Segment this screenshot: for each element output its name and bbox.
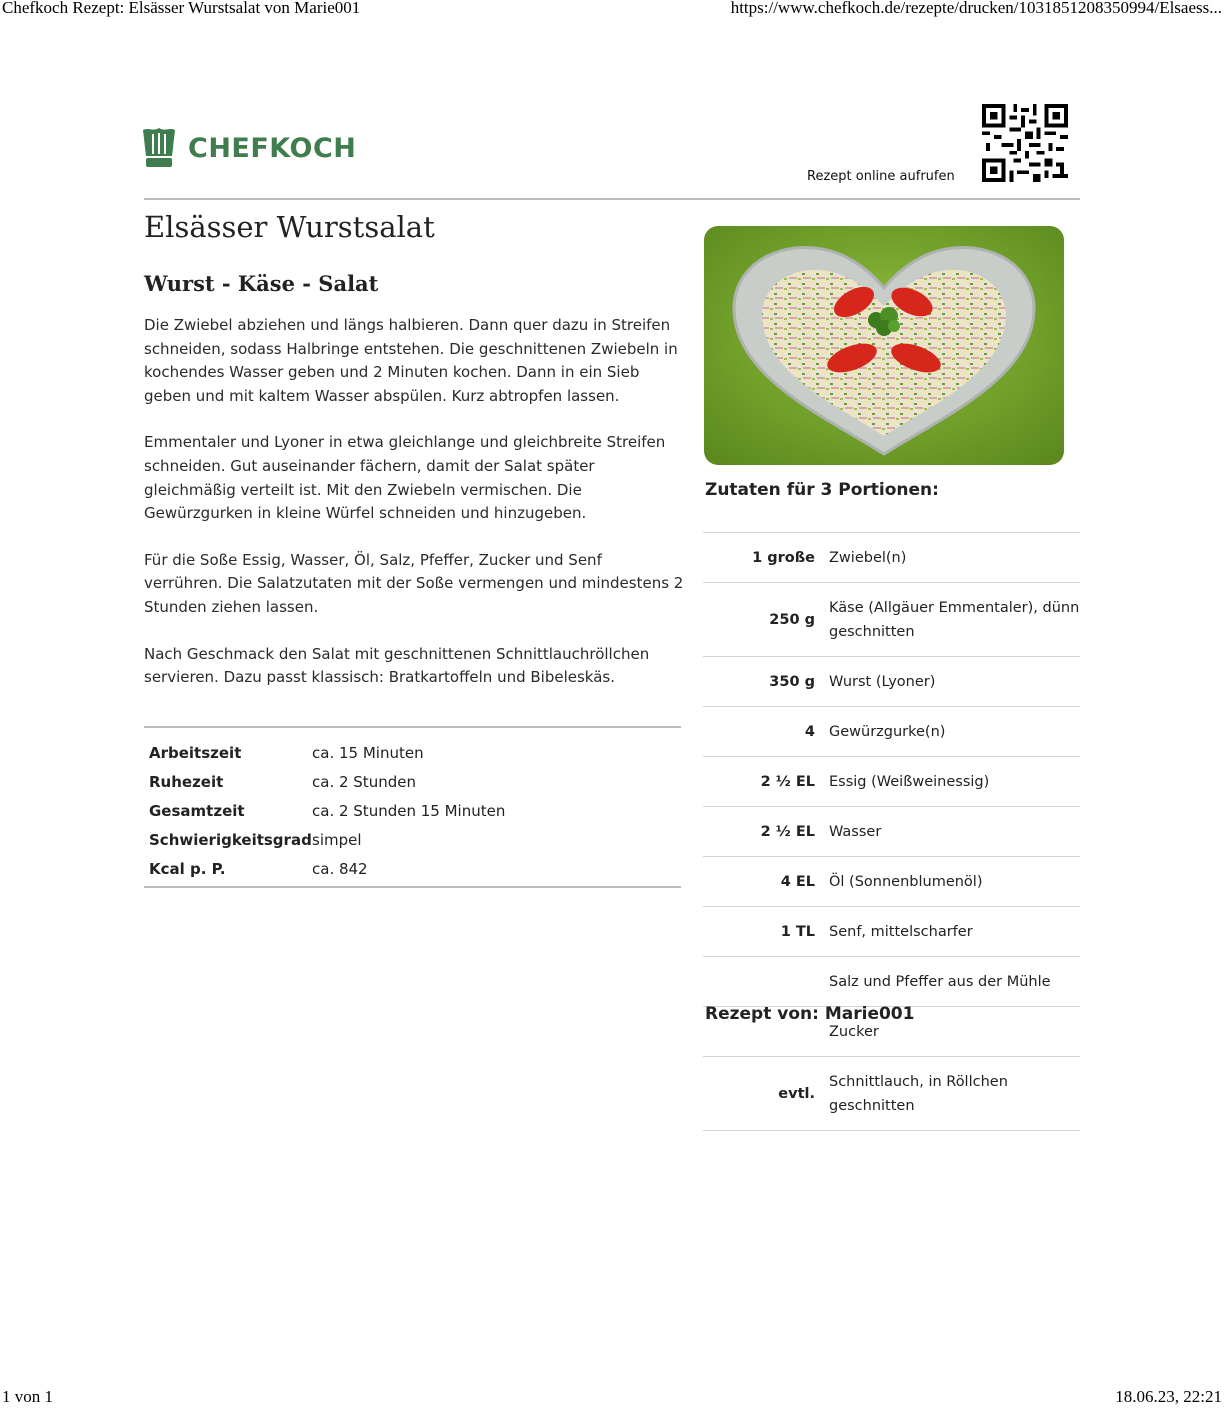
meta-divider-top [144, 726, 681, 728]
instruction-step: Nach Geschmack den Salat mit geschnittenen Schnittlauchröllchen servieren. Dazu passt klassisch: Bratkartoffeln und Bibeleskäs. [144, 644, 650, 687]
meta-value: ca. 15 Minuten [312, 744, 424, 763]
instruction-step: Emmentaler und Lyoner in etwa gleichlange und gleichbreite Streifen schneiden. Gut auseinander fächern, damit der Salat später gleichmäßig verteilt ist. Mit den Zwiebeln vermischen. Die Gewürzgurken in kleine Würfel schneiden und hinzugeben. [144, 433, 666, 523]
ingredient-row [703, 857, 1080, 907]
instruction-step: Für die Soße Essig, Wasser, Öl, Salz, Pfeffer, Zucker und Senf verrühren. Die Salatzutaten mit der Soße vermengen und mindestens 2 Stunden ziehen lassen. [144, 550, 684, 616]
ingredient-name: Käse (Allgäuer Emmentaler), dünn geschnitten [829, 599, 1080, 640]
meta-label: Arbeitszeit [149, 744, 242, 763]
instruction-step: Die Zwiebel abziehen und längs halbieren. Dann quer dazu in Streifen schneiden, sodass Halbringe entstehen. Die geschnittenen Zwiebeln in kochendes Wasser geben und 2 Minuten kochen. Dann in ein Sieb geben und mit kaltem Wasser abspülen. Kurz abtropfen lassen. [144, 316, 678, 405]
ingredient-name: Wurst (Lyoner) [829, 673, 936, 690]
ingredient-amount: 1 große [752, 549, 815, 566]
ingredient-row [703, 583, 1080, 657]
ingredient-row [703, 757, 1080, 807]
ingredient-name: Gewürzgurke(n) [829, 723, 946, 740]
print-footer [0, 1387, 1224, 1409]
meta-label: Schwierigkeitsgrad [149, 830, 312, 849]
ingredient-row [703, 957, 1080, 1007]
meta-value: ca. 842 [312, 859, 368, 878]
qr-code[interactable] [981, 104, 1069, 182]
ingredients-table [703, 532, 1080, 1131]
instructions [144, 314, 684, 713]
meta-row [149, 825, 505, 854]
recipe-title: Elsässer Wurstsalat [144, 210, 435, 244]
meta-row [149, 739, 505, 768]
meta-label: Kcal p. P. [149, 859, 226, 878]
ingredient-name: Zwiebel(n) [829, 549, 907, 566]
recipe-subtitle: Wurst - Käse - Salat [144, 271, 379, 296]
ingredient-amount [703, 957, 829, 1007]
meta-row [149, 768, 505, 797]
brand-logo [140, 126, 356, 170]
ingredient-row [703, 1057, 1080, 1131]
meta-row [149, 797, 505, 826]
meta-label: Gesamtzeit [149, 801, 245, 820]
print-header [0, 0, 1224, 20]
print-page-title: Chefkoch Rezept: Elsässer Wurstsalat von Marie001 [2, 0, 361, 17]
ingredient-name: Essig (Weißweinessig) [829, 773, 990, 790]
ingredients-heading: Zutaten für 3 Portionen: [705, 480, 939, 500]
brand-name: CHEFKOCH [188, 132, 357, 164]
recipe-photo [704, 226, 1064, 465]
ingredient-amount: 4 [804, 723, 815, 740]
ingredient-amount: 250 g [769, 611, 815, 628]
recipe-author: Rezept von: Marie001 [705, 1004, 915, 1024]
print-page-url: https://www.chefkoch.de/rezepte/drucken/1031851208350994/Elsaess... [730, 0, 1222, 17]
ingredient-amount: 2 ½ EL [760, 823, 815, 840]
ingredient-row [703, 907, 1080, 957]
ingredient-amount: 1 TL [780, 923, 815, 940]
meta-value: ca. 2 Stunden 15 Minuten [312, 801, 506, 820]
ingredient-row [703, 657, 1080, 707]
meta-value: simpel [312, 830, 362, 849]
header-divider [144, 198, 1080, 200]
ingredient-amount: 4 EL [780, 873, 815, 890]
ingredient-name: Zucker [829, 1023, 879, 1040]
ingredient-row [703, 533, 1080, 583]
ingredient-amount: evtl. [778, 1085, 815, 1102]
ingredient-name: Öl (Sonnenblumenöl) [829, 873, 983, 890]
meta-row [149, 854, 505, 883]
ingredient-amount: 2 ½ EL [760, 773, 815, 790]
ingredient-row [703, 707, 1080, 757]
meta-label: Ruhezeit [149, 773, 224, 792]
meta-value: ca. 2 Stunden [312, 773, 416, 792]
meta-divider-bottom [144, 886, 681, 888]
print-datetime: 18.06.23, 22:21 [1115, 1387, 1222, 1406]
ingredient-name: Senf, mittelscharfer [829, 923, 973, 940]
chef-hat-icon [140, 126, 178, 170]
ingredient-name: Schnittlauch, in Röllchen geschnitten [829, 1073, 1008, 1114]
ingredient-amount: 350 g [769, 673, 815, 690]
ingredient-row [703, 807, 1080, 857]
online-recipe-link[interactable]: Rezept online aufrufen [807, 169, 955, 184]
ingredient-name: Salz und Pfeffer aus der Mühle [829, 973, 1051, 990]
recipe-meta-table [149, 739, 505, 883]
print-page-number: 1 von 1 [2, 1387, 53, 1406]
ingredient-name: Wasser [829, 823, 882, 840]
